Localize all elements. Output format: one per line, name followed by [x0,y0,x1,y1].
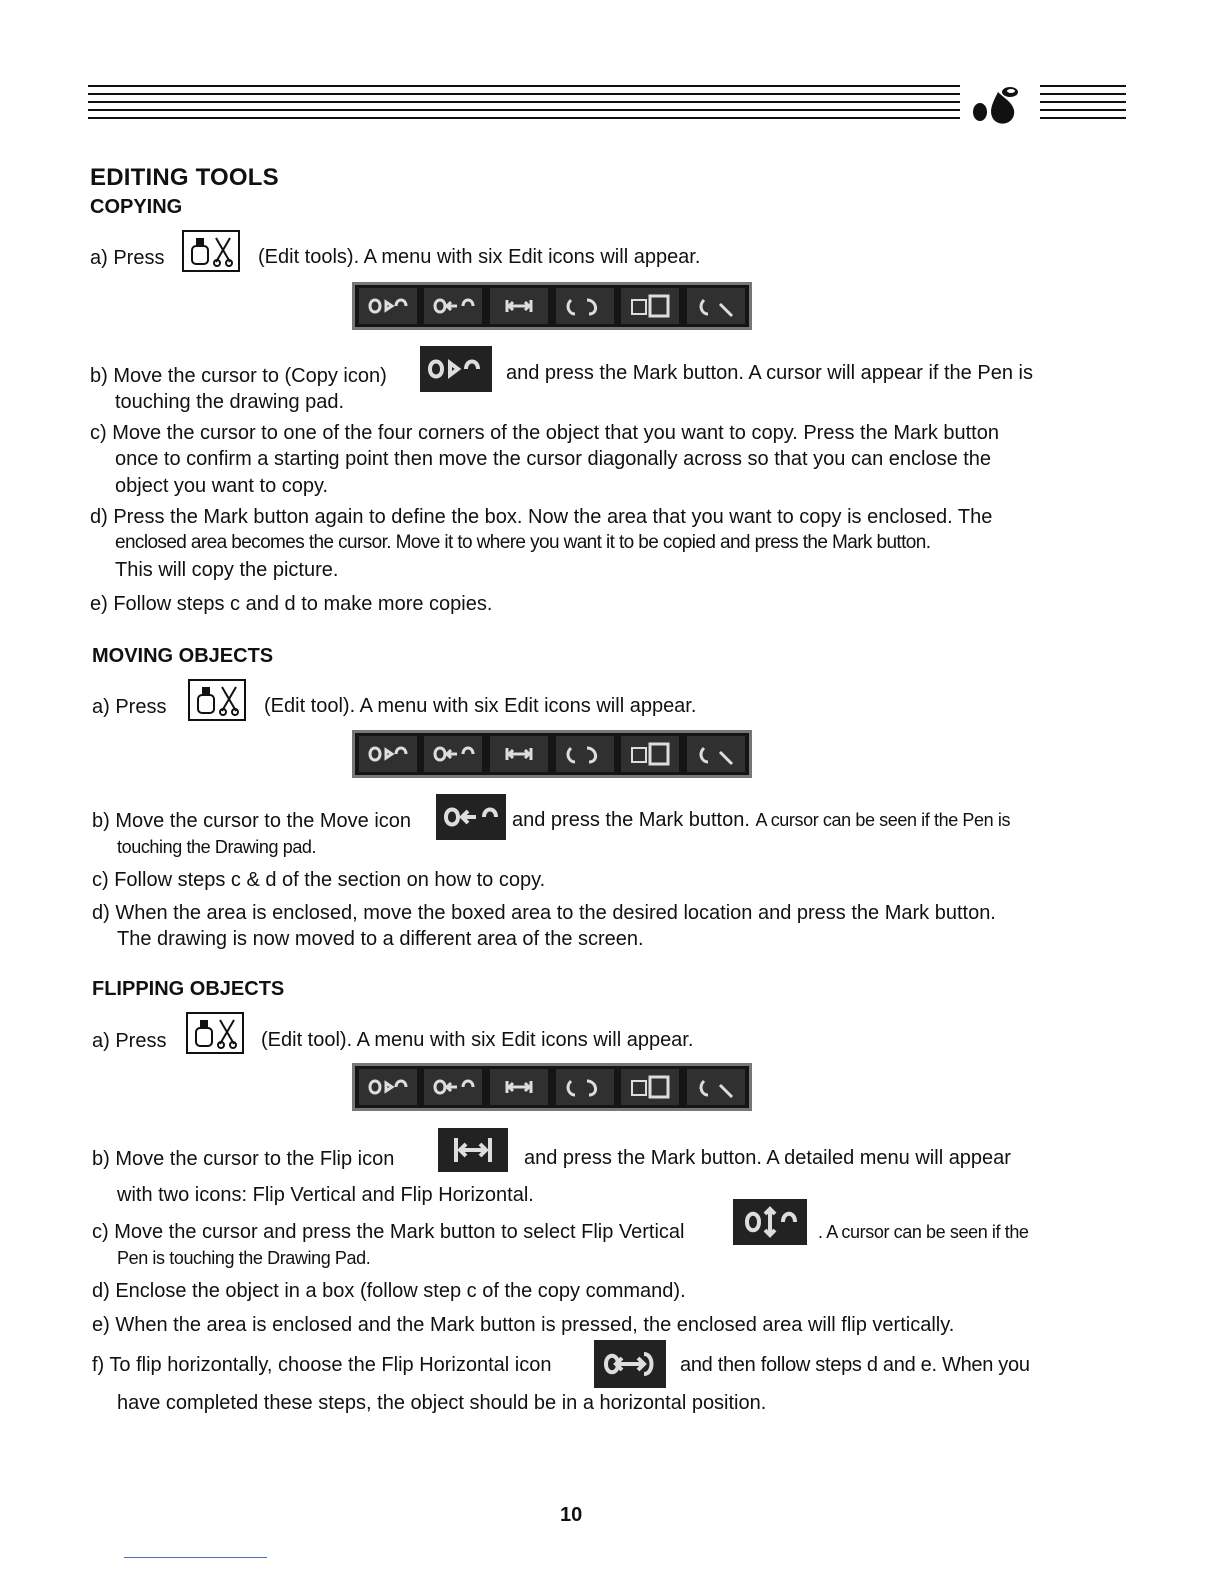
header-line [88,101,960,103]
header-line [88,85,960,87]
flip-step-a: a) Press [92,1030,167,1052]
edit-tools-icon [188,679,246,721]
edit-icons-menu [352,1063,752,1111]
edit-icons-menu [352,730,752,778]
copy-icon [359,1069,417,1105]
resize-icon [621,288,679,324]
flip-step-c-rest: . A cursor can be seen if the [818,1222,1029,1242]
erase-icon [687,288,745,324]
copy-step-a-rest: (Edit tools). A menu with six Edit icons will appear. [258,246,701,268]
move-step-d: d) When the area is enclosed, move the boxed area to the desired location and press the Mark button. [92,902,996,924]
copy-step-d-cont: This will copy the picture. [115,559,339,581]
flip-step-f-cont: have completed these steps, the object should be in a horizontal position. [117,1392,767,1414]
flip-vertical-icon [733,1199,807,1245]
step-text-small: A cursor can be seen if the Pen is [755,810,1011,830]
flip-step-b-rest: and press the Mark button. A detailed menu will appear [524,1147,1011,1169]
move-step-b: b) Move the cursor to the Move icon [92,810,412,832]
copy-step-c-cont: object you want to copy. [115,475,329,497]
flip-icon [490,736,548,772]
copy-step-e: e) Follow steps c and d to make more copies. [90,593,493,615]
copy-step-d-cont: enclosed area becomes the cursor. Move it to where you want it to be copied and press the Mark button. [115,532,931,553]
section-heading-flipping: FLIPPING OBJECTS [92,978,285,1000]
move-icon [436,794,506,840]
header-line [1040,109,1126,111]
header-line [88,117,960,119]
section-heading-moving: MOVING OBJECTS [92,645,274,667]
flip-step-d: d) Enclose the object in a box (follow step c of the copy command). [92,1280,686,1302]
move-step-b-rest [512,808,1010,832]
move-step-b-cont: touching the Drawing pad. [117,837,317,857]
rotate-icon [556,288,614,324]
copy-step-a [90,246,164,270]
move-icon [424,288,482,324]
move-step-d-cont: The drawing is now moved to a different area of the screen. [117,928,644,950]
header-line [1040,101,1126,103]
section-heading-copying: COPYING [90,196,183,218]
copy-step-d: d) Press the Mark button again to define the box. Now the area that you want to copy is enclosed. The [90,506,993,528]
flip-step-f-rest: and then follow steps d and e. When you [680,1354,1030,1376]
page-number: 10 [560,1504,583,1526]
flip-step-b-cont: with two icons: Flip Vertical and Flip Horizontal. [117,1184,534,1206]
page-title: EDITING TOOLS [90,164,279,191]
copy-step-b-rest: and press the Mark button. A cursor will appear if the Pen is [506,362,1033,384]
copy-step-c: c) Move the cursor to one of the four corners of the object that you want to copy. Press the Mark button [90,422,999,444]
move-step-a: a) Press [92,696,167,718]
brand-logo-icon [968,82,1026,126]
copy-step-c-cont: once to confirm a starting point then move the cursor diagonally across so that you can enclose the [115,448,992,470]
move-icon [424,1069,482,1105]
edit-tools-icon [186,1012,244,1054]
header-line [1040,117,1126,119]
step-text: a) Press [90,247,165,269]
move-icon [424,736,482,772]
edit-tools-icon [182,230,240,272]
header-line [88,93,960,95]
move-step-c: c) Follow steps c & d of the section on how to copy. [92,869,546,891]
rotate-icon [556,1069,614,1105]
copy-icon [359,736,417,772]
rotate-icon [556,736,614,772]
flip-horizontal-icon [594,1340,666,1388]
move-step-a-rest: (Edit tool). A menu with six Edit icons will appear. [264,695,697,717]
flip-step-c-cont: Pen is touching the Drawing Pad. [117,1248,371,1268]
erase-icon [687,1069,745,1105]
header-line [88,109,960,111]
resize-icon [621,736,679,772]
header-line [1040,85,1126,87]
copy-step-b: b) Move the cursor to (Copy icon) [90,365,387,387]
flip-icon [490,288,548,324]
flip-step-c: c) Move the cursor and press the Mark button to select Flip Vertical [92,1221,685,1243]
copy-icon [420,346,492,392]
flip-step-b: b) Move the cursor to the Flip icon [92,1148,395,1170]
step-text: and press the Mark button. [512,809,750,831]
edit-icons-menu [352,282,752,330]
copy-step-b-cont: touching the drawing pad. [115,391,345,413]
footer-rule [124,1557,267,1558]
flip-step-a-rest: (Edit tool). A menu with six Edit icons will appear. [261,1029,694,1051]
flip-step-e: e) When the area is enclosed and the Mark button is pressed, the enclosed area will flip vertically. [92,1314,955,1336]
flip-icon [438,1128,508,1172]
copy-icon [359,288,417,324]
resize-icon [621,1069,679,1105]
flip-icon [490,1069,548,1105]
header-line [1040,93,1126,95]
flip-step-f: f) To flip horizontally, choose the Flip Horizontal icon [92,1354,552,1376]
erase-icon [687,736,745,772]
